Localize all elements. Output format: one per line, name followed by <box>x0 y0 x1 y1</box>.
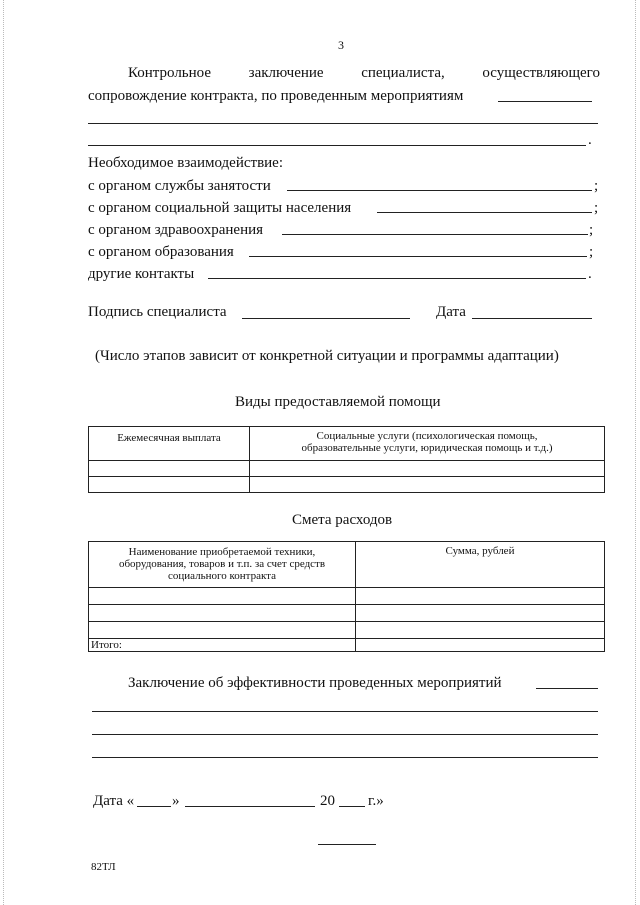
interaction-label-employment: с органом службы занятости <box>88 178 271 194</box>
signature-label: Подпись специалиста <box>88 304 227 320</box>
date-month-field[interactable] <box>185 806 315 807</box>
conclusion-line2: сопровождение контракта, по проведенным мероприятиям <box>88 88 464 104</box>
interaction-label-other: другие контакты <box>88 266 195 282</box>
budget-cell[interactable] <box>356 588 605 605</box>
budget-cell[interactable] <box>356 622 605 639</box>
interaction-end-social: ; <box>594 200 599 216</box>
word-1: Контрольное <box>128 65 212 81</box>
date-year-prefix: 20 <box>320 793 335 809</box>
interaction-label-education: с органом образования <box>88 244 234 260</box>
budget-table <box>88 541 605 652</box>
interaction-end-employment: ; <box>594 178 599 194</box>
date-prefix: Дата « <box>93 793 135 809</box>
date-day-field[interactable] <box>137 806 171 807</box>
bottom-separator <box>318 844 376 845</box>
aid-cell[interactable] <box>250 461 605 477</box>
aid-cell[interactable] <box>89 477 250 493</box>
conclusion-fill-2[interactable] <box>88 123 598 124</box>
aid-title: Виды предоставляемой помощи <box>235 394 441 410</box>
effectiveness-label: Заключение об эффективности проведенных мероприятий <box>128 675 502 691</box>
effectiveness-fill-3[interactable] <box>92 734 598 735</box>
aid-cell[interactable] <box>250 477 605 493</box>
interaction-label-social: с органом социальной защиты населения <box>88 200 352 216</box>
budget-total-cell[interactable] <box>356 639 605 652</box>
date-suffix: г.» <box>368 793 384 809</box>
interaction-end-other: . <box>588 266 592 282</box>
budget-cell[interactable] <box>356 605 605 622</box>
conclusion-fill-1[interactable] <box>498 101 592 102</box>
date-year-field[interactable] <box>339 806 365 807</box>
word-2: заключение <box>248 65 324 81</box>
signature-date-label: Дата <box>436 304 466 320</box>
conclusion-fill-3[interactable] <box>88 145 586 146</box>
conclusion-period: . <box>588 132 592 148</box>
interaction-heading: Необходимое взаимодействие: <box>88 155 284 171</box>
interaction-fill-other[interactable] <box>208 278 586 279</box>
aid-cell[interactable] <box>89 461 250 477</box>
right-scan-edge <box>635 0 637 905</box>
budget-cell[interactable] <box>89 605 356 622</box>
budget-title: Смета расходов <box>292 512 393 528</box>
effectiveness-fill-4[interactable] <box>92 757 598 758</box>
budget-col-item: Наименование приобретаемой техники, оборудования, товаров и т.п. за счет средств социального контракта <box>89 542 356 588</box>
effectiveness-fill-1[interactable] <box>536 688 598 689</box>
interaction-fill-social[interactable] <box>377 212 592 213</box>
interaction-label-health: с органом здравоохранения <box>88 222 264 238</box>
page-number: 3 <box>338 38 344 52</box>
word-3: специалиста, <box>361 65 445 81</box>
interaction-fill-employment[interactable] <box>287 190 592 191</box>
budget-cell[interactable] <box>89 622 356 639</box>
interaction-end-education: ; <box>589 244 594 260</box>
budget-cell[interactable] <box>89 588 356 605</box>
word-4: осуществляющего <box>482 65 600 81</box>
conclusion-line1 <box>128 64 600 82</box>
interaction-fill-education[interactable] <box>249 256 587 257</box>
stages-note: (Число этапов зависит от конкретной ситуации и программы адаптации) <box>95 348 559 364</box>
interaction-fill-health[interactable] <box>282 234 588 235</box>
footer-code: 82ТЛ <box>91 861 116 873</box>
aid-col-services: Социальные услуги (психологическая помощь, образовательные услуги, юридическая помощь и т.д.) <box>250 427 605 461</box>
signature-date-field[interactable] <box>472 318 592 319</box>
aid-col-monthly: Ежемесячная выплата <box>89 427 250 461</box>
aid-table <box>88 426 605 493</box>
date-mid: » <box>172 793 180 809</box>
signature-field[interactable] <box>242 318 410 319</box>
left-scan-edge <box>3 0 5 905</box>
budget-total-label: Итого: <box>89 639 356 652</box>
interaction-end-health: ; <box>589 222 594 238</box>
budget-col-sum: Сумма, рублей <box>356 542 605 588</box>
effectiveness-fill-2[interactable] <box>92 711 598 712</box>
